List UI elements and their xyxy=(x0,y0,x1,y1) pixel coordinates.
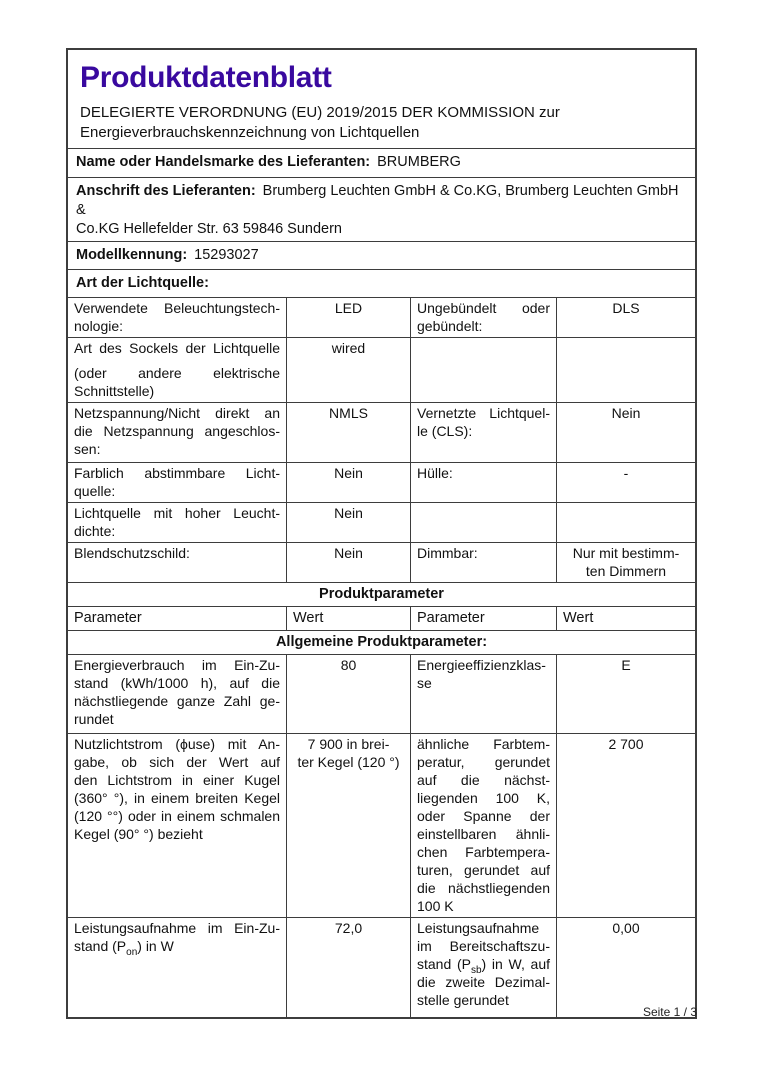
light-source-heading-row xyxy=(68,269,695,297)
value-cell: E xyxy=(556,655,695,733)
parameter-cell: Leistungsaufnahme im Bereitschaftszu- stand $(P_{sb})$ in W, auf die zweite Dezimal- stelle gerundet xyxy=(410,918,556,1017)
value-cell: Nein xyxy=(556,403,695,462)
table-row xyxy=(68,502,695,542)
parameter-cell xyxy=(410,338,556,402)
parameter-cell: Energieeffizienzklas- se xyxy=(410,655,556,733)
value-cell: NMLS xyxy=(286,403,410,462)
subscript-on: on xyxy=(126,946,138,958)
value-cell: LED xyxy=(286,298,410,337)
table-row xyxy=(68,542,695,582)
title-block xyxy=(68,50,695,148)
value-cell: Nur mit bestimm- ten Dimmern xyxy=(556,543,695,582)
model-id-label: Modellkennung: xyxy=(76,247,188,263)
table-row xyxy=(68,733,695,917)
parameter-cell: Leistungsaufnahme im Ein-Zu- stand $(P_{on})$ in W xyxy=(74,920,280,958)
parameter-cell: Farblich abstimmbare Licht- quelle: xyxy=(74,465,280,499)
parameter-cell: Blendschutzschild: xyxy=(74,545,190,561)
parameter-cell xyxy=(410,503,556,542)
value-cell: 2 700 xyxy=(556,734,695,917)
value-cell: Nein xyxy=(286,503,410,542)
value-cell: 7 900 in brei- ter Kegel (120 °) xyxy=(286,734,410,917)
parameter-cell: Netzspannung/Nicht direkt an die Netzspannung angeschlos- sen: xyxy=(74,405,280,457)
value-cell: 80 xyxy=(286,655,410,733)
parameter-cell: Lichtquelle mit hoher Leucht- dichte: xyxy=(74,505,280,539)
table-row xyxy=(68,654,695,733)
parameter-cell: ähnliche Farbtem- peratur, gerundet auf die nächst- liegenden 100 K, oder Spanne der einstellbaren ähnli- chen Farbtempera- turen, gerundet auf die nächstliegenden 100 K xyxy=(410,734,556,917)
value-cell xyxy=(556,338,695,402)
supplier-address-label: Anschrift des Lieferanten: xyxy=(76,183,256,199)
table-row xyxy=(68,917,695,1017)
column-header-row xyxy=(68,606,695,630)
supplier-name-row xyxy=(68,148,695,177)
column-header-wert: Wert xyxy=(286,607,410,630)
value-cell: - xyxy=(556,463,695,502)
parameter-cell: Ungebündelt oder gebündelt: xyxy=(410,298,556,337)
value-cell xyxy=(556,503,695,542)
model-id-value: 15293027 xyxy=(194,247,259,263)
value-cell: 0,00 xyxy=(556,918,695,1017)
light-source-heading: Art der Lichtquelle: xyxy=(76,275,209,291)
table-row xyxy=(68,297,695,337)
general-parameters-heading-row xyxy=(68,630,695,654)
general-parameters-heading: Allgemeine Produktparameter: xyxy=(275,634,488,650)
parameter-cell: Vernetzte Lichtquel- le (CLS): xyxy=(410,403,556,462)
supplier-name-value: BRUMBERG xyxy=(377,154,461,170)
parameter-cell: Verwendete Beleuchtungstech- nologie: xyxy=(74,300,280,334)
supplier-address-value: Brumberg Leuchten GmbH & Co.KG, Brumberg Leuchten GmbH & xyxy=(76,183,679,218)
table-row xyxy=(68,462,695,502)
value-cell: Nein xyxy=(286,463,410,502)
product-datasheet xyxy=(66,48,697,1019)
product-parameters-heading: Produktparameter xyxy=(319,586,444,602)
subscript-sb: sb xyxy=(470,964,482,976)
column-header-parameter: Parameter xyxy=(410,607,556,630)
value-cell: Nein xyxy=(286,543,410,582)
value-cell: wired xyxy=(286,338,410,402)
value-cell: 72,0 xyxy=(286,918,410,1017)
column-header-wert: Wert xyxy=(556,607,695,630)
parameter-cell: Art des Sockels der Lichtquelle (oder andere elektrische Schnittstelle) xyxy=(74,340,280,399)
product-parameters-heading-row xyxy=(68,582,695,606)
table-row xyxy=(68,337,695,402)
regulation-subtitle: DELEGIERTE VERORDNUNG (EU) 2019/2015 DER KOMMISSION zur Energieverbrauchskennzeichnung von Lichtquellen xyxy=(80,104,560,141)
parameter-cell: Dimmbar: xyxy=(410,543,556,582)
parameter-cell: Energieverbrauch im Ein-Zu- stand (kWh/1000 h), auf die nächstliegende ganze Zahl ge- rundet xyxy=(74,657,280,727)
supplier-address-line2: Co.KG Hellefelder Str. 63 59846 Sundern xyxy=(76,221,342,237)
supplier-name-label: Name oder Handelsmarke des Lieferanten: xyxy=(76,154,371,170)
supplier-address-row xyxy=(68,177,695,241)
table-row xyxy=(68,402,695,462)
parameter-cell: Hülle: xyxy=(410,463,556,502)
page-title: Produktdatenblatt xyxy=(80,61,332,94)
value-cell: DLS xyxy=(556,298,695,337)
page-number: Seite 1 / 3 xyxy=(642,1005,697,1019)
column-header-parameter: Parameter xyxy=(74,610,142,626)
supplier-address-line1 xyxy=(76,182,689,220)
model-id-row xyxy=(68,241,695,269)
parameter-cell: Nutzlichtstrom (ϕuse) mit An- gabe, ob sich der Wert auf den Lichtstrom in einer Kugel (360° °), in einem breiten Kegel (120 °°) oder in einem schmalen Kegel (90° °) bezieht xyxy=(74,736,280,842)
